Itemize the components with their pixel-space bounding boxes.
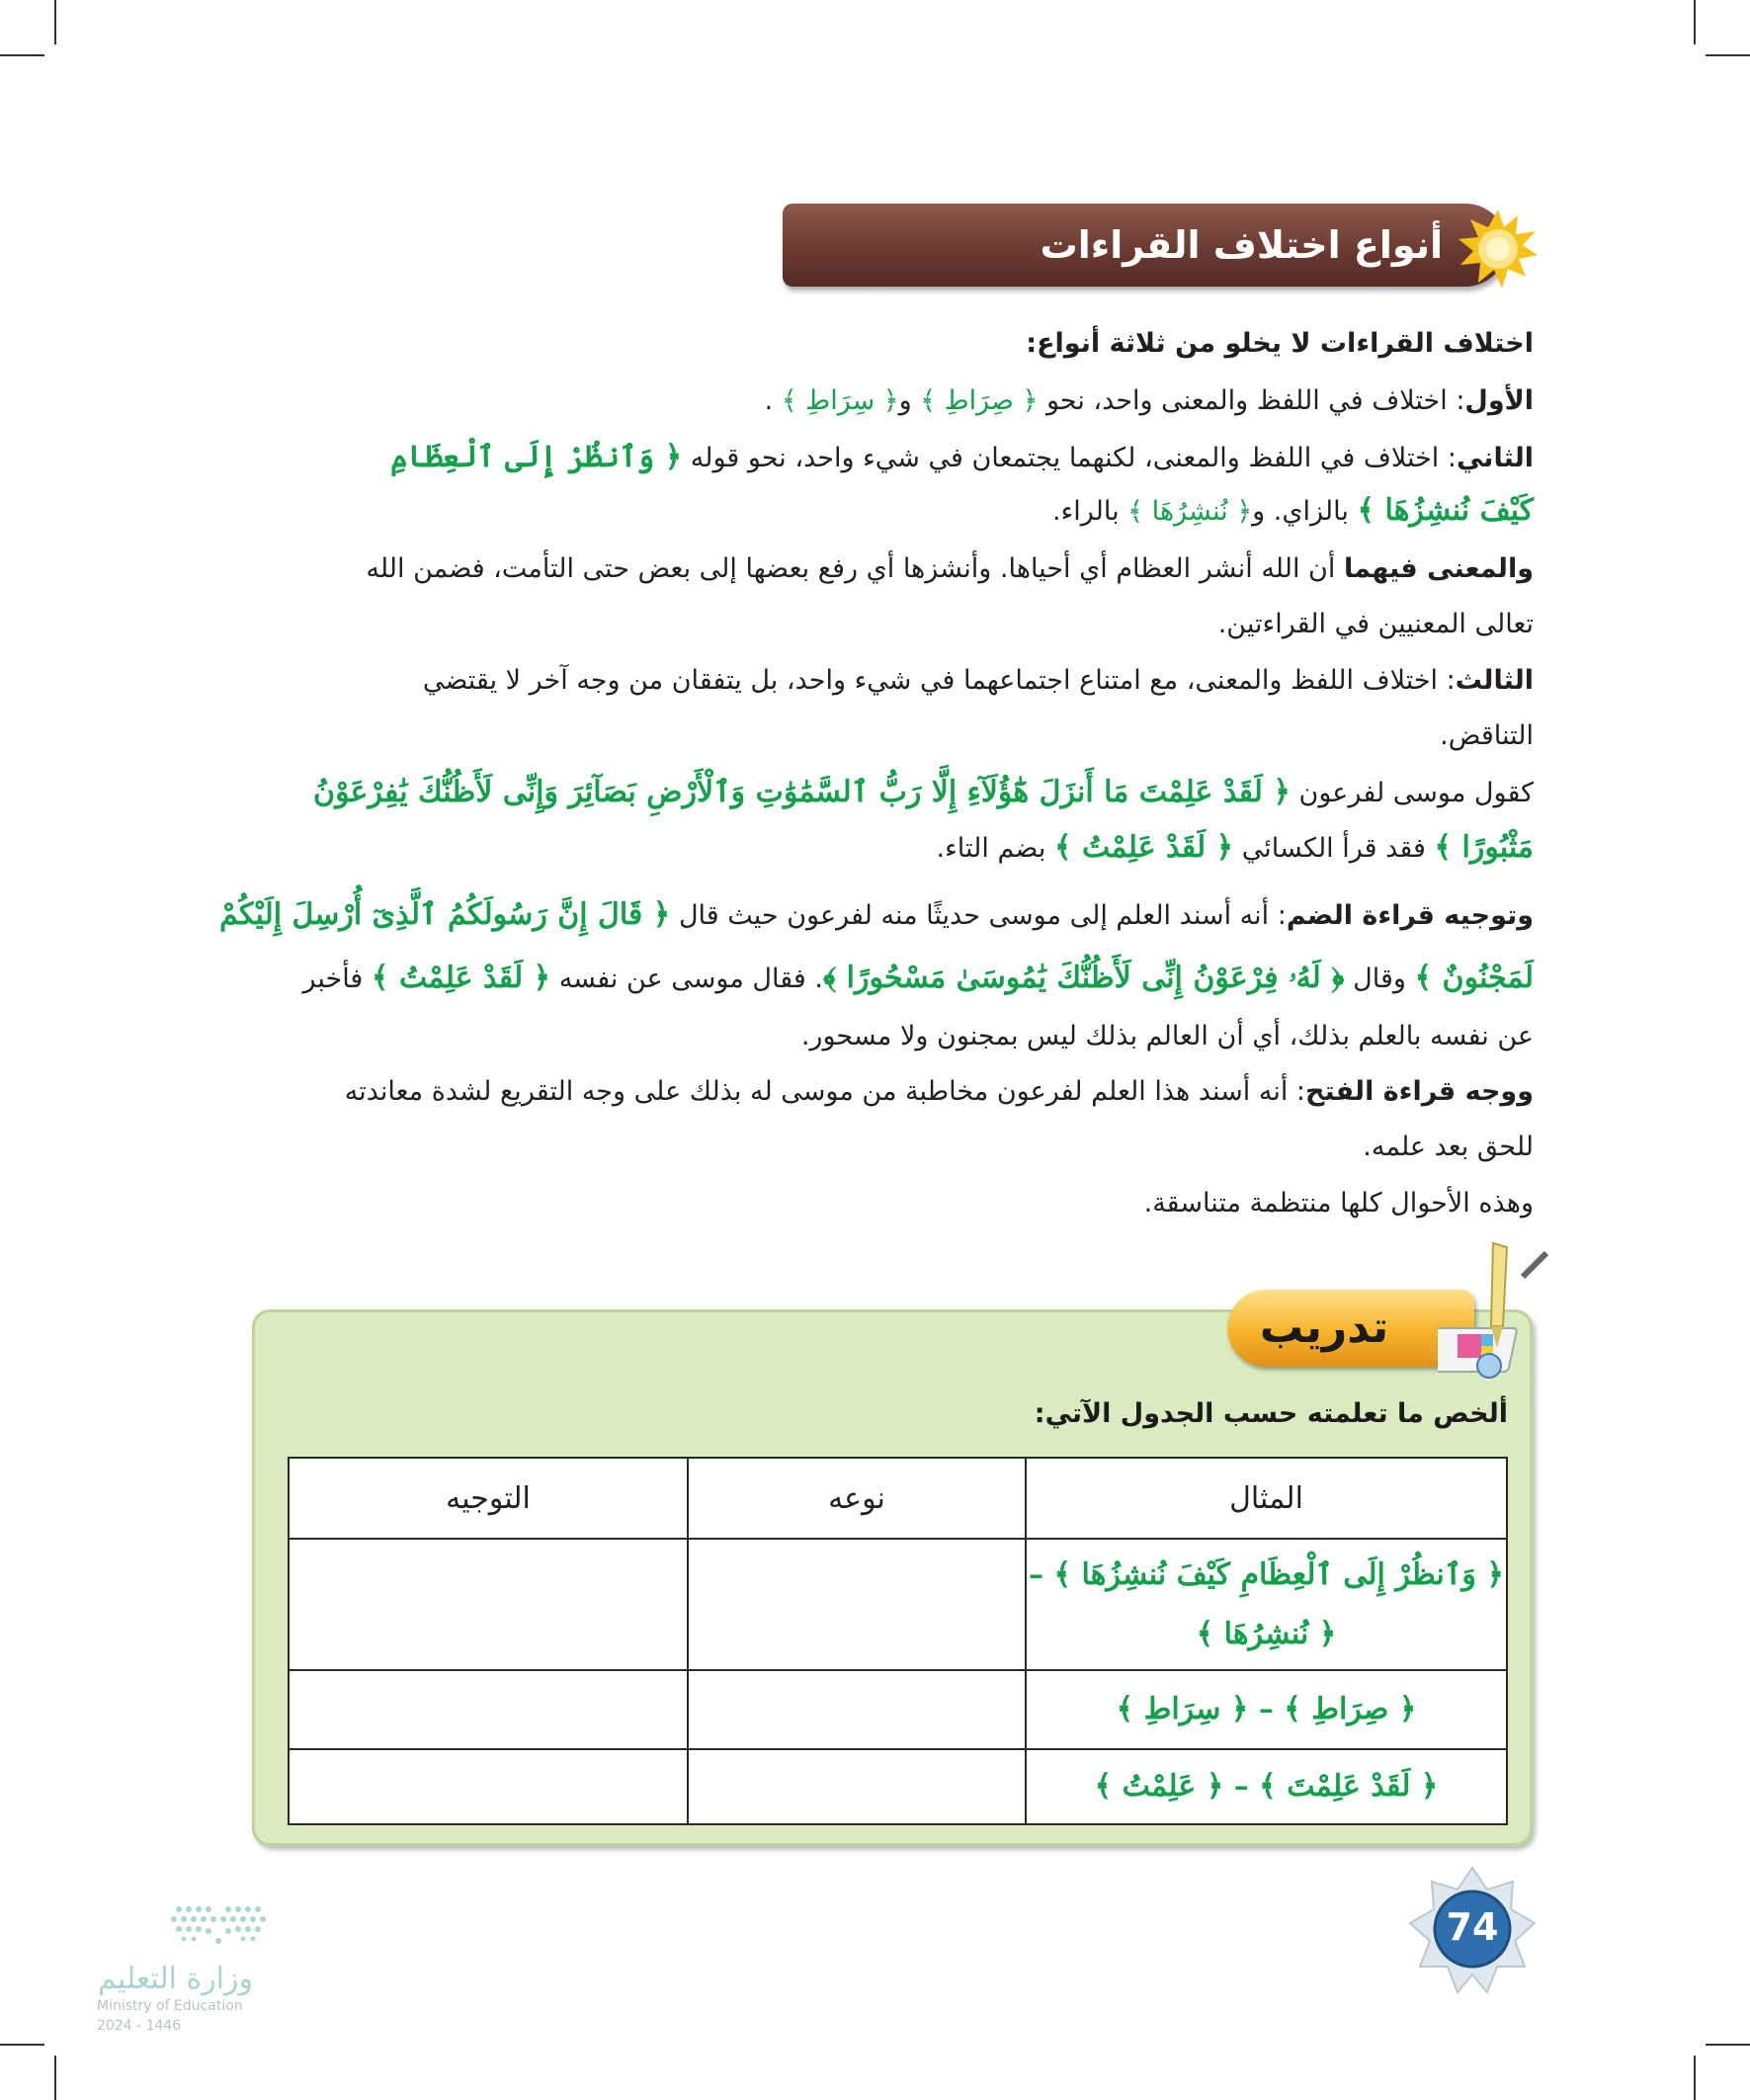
quran-quote: ﴿ صِرَاطِ ﴾ bbox=[920, 385, 1039, 416]
column-header: نوعه bbox=[688, 1458, 1026, 1539]
example-cell: ﴿ وَٱنظُرْ إِلَى ٱلْعِظَامِ كَيْفَ نُنشِزُهَا ﴾ – ﴿ نُنشِرُهَا ﴾ bbox=[1026, 1539, 1507, 1670]
quran-quote: كَيْفَ نُنشِزُهَا ﴾ bbox=[1357, 493, 1534, 528]
musa-text: كقول موسى لفرعون bbox=[1290, 778, 1534, 808]
column-header: التوجيه bbox=[289, 1458, 688, 1539]
table-row bbox=[289, 1749, 1507, 1824]
damm-line-1 bbox=[219, 895, 1534, 936]
quran-quote: ﴿ لَقَدْ عَلِمْتُ ﴾ bbox=[371, 961, 551, 995]
summary-table bbox=[288, 1457, 1508, 1825]
exercise-label: تدريب bbox=[1259, 1302, 1389, 1353]
example-cell: ﴿ لَقَدْ عَلِمْتَ ﴾ – ﴿ عَلِمْتُ ﴾ bbox=[1026, 1749, 1507, 1824]
first-label: الأول bbox=[1464, 385, 1534, 416]
fath-label: ووجه قراءة الفتح bbox=[1305, 1076, 1534, 1107]
guidance-answer-cell[interactable] bbox=[289, 1749, 688, 1824]
second-label: الثاني bbox=[1456, 443, 1534, 473]
musa-text-3: بضم التاء. bbox=[936, 833, 1054, 864]
ministry-name-ar: وزارة التعليم bbox=[97, 1962, 253, 1996]
quran-quote: لَمَجْنُونٌ ﴾ bbox=[1414, 961, 1534, 995]
damm-label: وتوجيه قراءة الضم bbox=[1286, 900, 1534, 931]
page-number: 74 bbox=[1446, 1905, 1499, 1949]
quran-quote: ﴿ لَقَدْ عَلِمْتُ ﴾ bbox=[1053, 830, 1234, 865]
musa-text-2: فقد قرأ الكسائي bbox=[1233, 833, 1435, 864]
crop-mark bbox=[1706, 2044, 1750, 2046]
quran-quote: ﴿ نُنشِرُهَا ﴾ bbox=[1127, 496, 1253, 527]
quran-quote: مَثْبُورًا ﴾ bbox=[1434, 830, 1534, 865]
first-text: : اختلاف في اللفظ والمعنى واحد، نحو bbox=[1038, 385, 1465, 416]
crop-mark bbox=[1694, 2056, 1696, 2100]
second-text-2: بالزاي. و bbox=[1252, 496, 1358, 527]
musa-line-2 bbox=[936, 828, 1534, 869]
meaning-line-2: تعالى المعنيين في القراءتين. bbox=[1217, 609, 1534, 639]
fath-line-1 bbox=[345, 1072, 1534, 1112]
meaning-label: والمعنى فيهما bbox=[1343, 553, 1534, 584]
guidance-answer-cell[interactable] bbox=[289, 1539, 688, 1670]
ministry-name-en: Ministry of Education bbox=[97, 1998, 243, 2014]
fath-line-2: للحق بعد علمه. bbox=[1363, 1132, 1534, 1162]
crop-mark bbox=[1706, 54, 1750, 56]
damm-line-2 bbox=[302, 959, 1534, 999]
connector: و bbox=[898, 385, 921, 416]
first-type-line bbox=[765, 381, 1534, 421]
column-header: المثال bbox=[1026, 1458, 1507, 1539]
damm-line-3: عن نفسه بالعلم بذلك، أي أن العالم بذلك ليس بمجنون ولا مسحور. bbox=[800, 1021, 1534, 1051]
fath-text: : أنه أسند هذا العلم لفرعون مخاطبة من موسى له بذلك على وجه التقريع لشدة معاندته bbox=[344, 1076, 1306, 1107]
sun-icon bbox=[1457, 208, 1540, 291]
crop-mark bbox=[0, 54, 44, 56]
second-type-line-2 bbox=[1052, 491, 1534, 532]
quran-quote: ﴿ سِرَاطِ ﴾ bbox=[781, 385, 899, 416]
third-type-line-1 bbox=[423, 661, 1534, 701]
closing-line: وهذه الأحوال كلها منتظمة متناسقة. bbox=[1143, 1188, 1534, 1218]
quran-quote: ﴿ لَقَدْ عَلِمْتَ مَا أَنزَلَ هَٰٓؤُلَآءِ إِلَّا رَبُّ ٱلسَّمَٰوَٰتِ وَٱلْأَرْضِ بَصَآئِرَ وَإِنِّى لَأَظُنُّكَ يَٰفِرْعَوْنُ bbox=[313, 775, 1291, 809]
guidance-answer-cell[interactable] bbox=[289, 1670, 688, 1749]
crop-mark bbox=[54, 2056, 56, 2100]
type-answer-cell[interactable] bbox=[688, 1749, 1026, 1824]
quran-quote: ﴿ لَهُۥ فِرْعَوْنُ إِنِّى لَأَظُنُّكَ يَٰمُوسَىٰ مَسْحُورًا ﴾ bbox=[822, 961, 1345, 995]
meaning-text: أن الله أنشر العظام أي أحياها. وأنشزها أي رفع بعضها إلى بعض حتى التأمت، فضمن الله bbox=[366, 553, 1344, 584]
quran-quote: ﴿ وَٱنظُرْ إِلَى ٱلْعِظَامِ bbox=[390, 440, 683, 474]
damm-text-4: فأخبر bbox=[302, 964, 372, 994]
quran-quote: ﴿ قَالَ إِنَّ رَسُولَكُمُ ٱلَّذِىٓ أُرْسِلَ إِلَيْكُمْ bbox=[218, 897, 671, 932]
section-title: أنواع اختلاف القراءات bbox=[1040, 223, 1443, 267]
meaning-line-1 bbox=[366, 549, 1534, 589]
crop-mark bbox=[1694, 0, 1696, 44]
second-text: : اختلاف في اللفظ والمعنى، لكنهما يجتمعان في شيء واحد، نحو قوله bbox=[682, 443, 1457, 473]
period: . bbox=[764, 385, 782, 416]
musa-line-1 bbox=[313, 773, 1534, 813]
damm-text-2: وقال bbox=[1344, 964, 1415, 994]
table-header-row bbox=[289, 1458, 1507, 1539]
example-cell: ﴿ صِرَاطِ ﴾ – ﴿ سِرَاطِ ﴾ bbox=[1026, 1670, 1507, 1749]
crop-mark bbox=[54, 0, 56, 44]
table-row bbox=[289, 1670, 1507, 1749]
third-type-line-2: التناقض. bbox=[1440, 720, 1534, 751]
type-answer-cell[interactable] bbox=[688, 1539, 1026, 1670]
table-row bbox=[289, 1539, 1507, 1670]
second-text-3: بالراء. bbox=[1052, 496, 1128, 527]
intro-line: اختلاف القراءات لا يخلو من ثلاثة أنواع: bbox=[1026, 328, 1534, 359]
third-label: الثالث bbox=[1455, 665, 1534, 696]
third-text: : اختلاف اللفظ والمعنى، مع امتناع اجتماعهما في شيء واحد، بل يتفقان من وجه آخر لا يقتضي bbox=[422, 665, 1456, 696]
crop-mark bbox=[0, 2044, 44, 2046]
exercise-instruction: ألخص ما تعلمته حسب الجدول الآتي: bbox=[1034, 1398, 1508, 1429]
pen-and-book-icon bbox=[1438, 1237, 1556, 1387]
type-answer-cell[interactable] bbox=[688, 1670, 1026, 1749]
edition-year: 2024 - 1446 bbox=[97, 2018, 182, 2034]
damm-text-3: . فقال موسى عن نفسه bbox=[550, 964, 823, 994]
second-type-line-1 bbox=[390, 438, 1534, 478]
damm-text: : أنه أسند العلم إلى موسى حديثًا منه لفرعون حيث قال bbox=[670, 900, 1287, 931]
